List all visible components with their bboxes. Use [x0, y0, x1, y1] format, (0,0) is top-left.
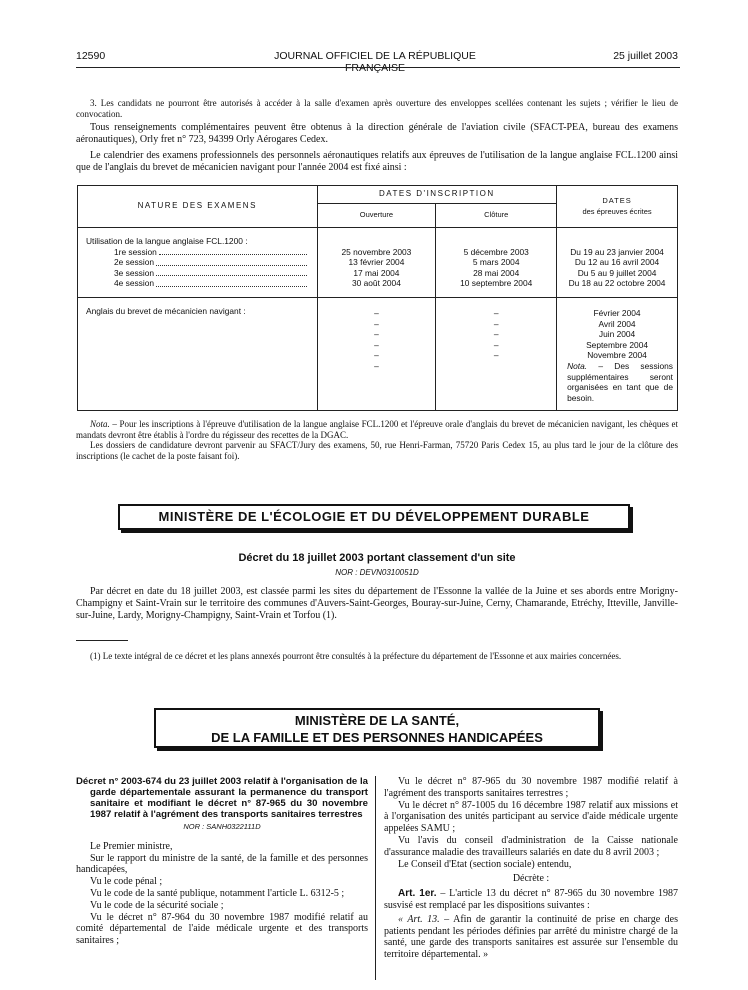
row2-nota: Nota. – Des sessions supplémentaires seront organisées en tant que de besoin. — [567, 360, 673, 403]
decree2-visa-6: Vu le décret n° 87-964 du 30 novembre 1987 modifié relatif au comité départemental de l'aide médicale urgente et des transports sanitaires ; — [76, 911, 368, 947]
decree1-nor: NOR : DEVN0310051D — [335, 568, 419, 577]
footnote-rule — [76, 640, 128, 641]
row2-cloture: – – – – – — [436, 298, 557, 411]
ministry-sante-heading — [154, 708, 600, 748]
row2-nature — [78, 298, 318, 411]
header-nature: NATURE DES EXAMENS — [78, 186, 318, 228]
decree1-footnote: (1) Le texte intégral de ce décret et les plans annexés pourront être consultés à la préfecture du département de l'Essonne et aux mairies concernées. — [90, 651, 622, 661]
header-dates-label: DATES — [602, 195, 632, 205]
row1-nature — [78, 228, 318, 298]
table-nota: Nota. – Pour les inscriptions à l'épreuve d'utilisation de la langue anglaise FCL.1200 et l'épreuve orale d'anglais du brevet de mécanicien navigant, les chèques et mandats devront être établis à l'ordre du régisseur des recettes de la DGAC. — [76, 419, 678, 440]
decree2-title: Décret n° 2003-674 du 23 juillet 2003 relatif à l'organisation de la garde départementale assurant la permanence du transport sanitaire et modifiant le décret n° 87-965 du 30 novembre 1987 relatif à l'agrément des transports sanitaires terrestres — [76, 776, 368, 820]
decree2-visa-7: Vu le décret n° 87-965 du 30 novembre 1987 modifié relatif à l'agrément des transports sanitaires terrestres ; — [384, 776, 678, 799]
decree2-left-column — [76, 776, 368, 947]
row2-epreuves: Février 2004 Avril 2004 Juin 2004 Septembre 2004 Novembre 2004 Nota. – Des sessions supplémentaires seront organisées en tant que de besoin. — [557, 298, 678, 411]
decree2-decrete: Décrète : — [512, 873, 550, 885]
row1-title: Utilisation de la langue anglaise FCL.1200 : — [86, 236, 248, 246]
table-row — [78, 228, 678, 298]
journal-title: JOURNAL OFFICIEL DE LA RÉPUBLIQUE FRANÇAISE — [274, 50, 476, 74]
decree2-art1: Art. 1er. – L'article 13 du décret n° 87-965 du 30 novembre 1987 susvisé est remplacé par les dispositions suivantes : — [384, 888, 678, 911]
issue-date: 25 juillet 2003 — [613, 50, 678, 62]
ministry-ecologie-heading: MINISTÈRE DE L'ÉCOLOGIE ET DU DÉVELOPPEMENT DURABLE — [118, 504, 630, 530]
header-rule — [76, 67, 680, 68]
row2-ouverture: – – – – – – — [317, 298, 436, 411]
row1-epreuves: Du 19 au 23 janvier 2004 Du 12 au 16 avril 2004 Du 5 au 9 juillet 2004 Du 18 au 22 octobre 2004 — [557, 228, 678, 298]
intro-renseignements: Tous renseignements complémentaires peuvent être obtenus à la direction générale de l'aviation civile (SFACT-PEA, bureau des examens aéronautiques), Orly fret n° 723, 94399 Orly Aérogares Cedex. — [76, 122, 678, 145]
ministry-sante-line2: DE LA FAMILLE ET DES PERSONNES HANDICAPÉES — [211, 730, 543, 745]
header-cloture: Clôture — [436, 204, 557, 228]
decree2-right-column — [384, 776, 678, 961]
session-3: 3e session — [86, 268, 309, 279]
decree1-title: Décret du 18 juillet 2003 portant classement d'un site — [238, 552, 516, 564]
dossiers-note: Les dossiers de candidature devront parvenir au SFACT/Jury des examens, 50, rue Henri-Farman, 75720 Paris Cedex 15, au plus tard le jour de la clôture des inscriptions (le cachet de la poste faisant foi). — [76, 440, 678, 461]
row1-ouverture: 25 novembre 2003 13 février 2004 17 mai 2004 30 août 2004 — [317, 228, 436, 298]
header-ouverture: Ouverture — [317, 204, 436, 228]
decree2-art13: « Art. 13. – Afin de garantir la continuité de prise en charge des patients pendant les périodes définies par arrêté du ministre chargé de la santé, une garde des transports sanitaires est assurée sur l'ensemble du territoire départemental. » — [384, 913, 678, 961]
decree1-body: Par décret en date du 18 juillet 2003, est classée parmi les sites du département de l'Essonne la vallée de la Juine et ses abords entre Morigny-Champigny et Saint-Vrain sur le territoire des communes d'Auvers-Saint-Georges, Bouray-sur-Juine, Cerny, Chamarande, Etréchy, Itteville, Janville-sur-Juine, Lardy, Morigny-Champigny, Saint-Vrain et Torfou (1). — [76, 586, 678, 621]
row2-title: Anglais du brevet de mécanicien navigant : — [86, 306, 246, 316]
decree2-visa-5: Vu le code de la sécurité sociale ; — [90, 899, 224, 911]
intro-calendrier: Le calendrier des examens professionnels des personnels aéronautiques relatifs aux épreuves de l'utilisation de la langue anglaise FCL.1200 ainsi que de l'anglais du brevet de mécanicien navigant pour l'année 2004 est fixé ainsi : — [76, 150, 678, 173]
intro-item-3: 3. Les candidats ne pourront être autorisés à accéder à la salle d'examen après ouverture des enveloppes scellées contenant les sujets ; vérifier le lieu de convocation. — [76, 98, 678, 119]
row1-cloture: 5 décembre 2003 5 mars 2004 28 mai 2004 10 septembre 2004 — [436, 228, 557, 298]
session-1: 1re session — [86, 247, 309, 258]
session-4: 4e session — [86, 278, 309, 289]
decree2-visa-1: Le Premier ministre, — [90, 840, 173, 852]
page-number: 12590 — [76, 50, 106, 62]
table-row — [78, 298, 678, 411]
decree2-nor: NOR : SANH0322111D — [183, 822, 261, 831]
header-dates-inscription: DATES D'INSCRIPTION — [317, 186, 557, 204]
column-divider — [375, 776, 376, 980]
decree2-visa-8: Vu le décret n° 87-1005 du 16 décembre 1987 relatif aux missions et à l'organisation des unités participant au service d'aide médicale urgente appelées SAMU ; — [384, 799, 678, 835]
decree2-visa-9: Vu l'avis du conseil d'administration de la Caisse nationale d'assurance maladie des travailleurs salariés en date du 8 avril 2003 ; — [384, 834, 678, 858]
header-dates-epreuves — [557, 186, 678, 228]
decree2-visa-10: Le Conseil d'Etat (section sociale) entendu, — [398, 858, 572, 870]
decree2-visa-2: Sur le rapport du ministre de la santé, de la famille et des personnes handicapées, — [76, 852, 368, 876]
decree2-visa-4: Vu le code de la santé publique, notamment l'article L. 6312-5 ; — [90, 887, 345, 899]
ministry-sante-line1: MINISTÈRE DE LA SANTÉ, — [294, 713, 460, 728]
decree2-visa-3: Vu le code pénal ; — [90, 876, 163, 888]
header-dates-sub: des épreuves écrites — [582, 206, 652, 216]
exam-calendar-table — [77, 185, 678, 411]
session-2: 2e session — [86, 257, 309, 268]
